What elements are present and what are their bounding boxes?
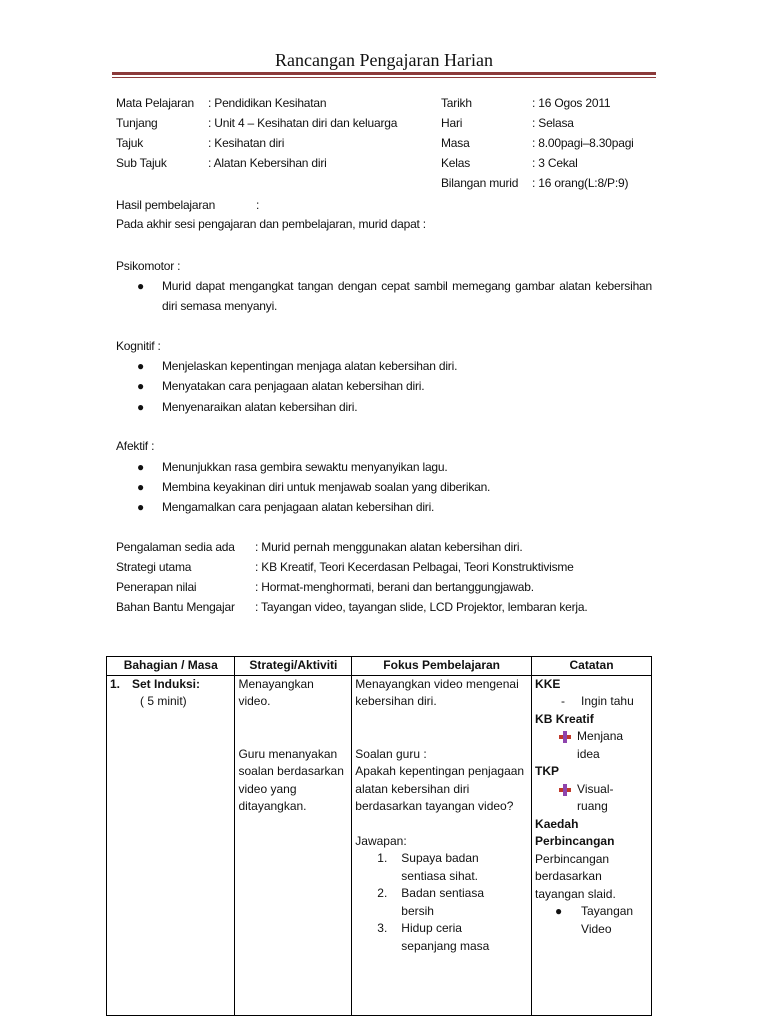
list-item: 1. Supaya badan sentiasa sihat. xyxy=(377,851,479,883)
table-row xyxy=(107,675,652,1015)
afektif-heading: Afektif : xyxy=(116,439,155,453)
info-value: : Alatan Kebersihan diri xyxy=(208,156,327,170)
cell-strategi xyxy=(235,675,352,1015)
kognitif-item: Menjelaskan kepentingan menjaga alatan kebersihan diri. xyxy=(162,359,458,373)
bullet-icon: ● xyxy=(137,480,145,494)
bullet-icon: ● xyxy=(137,279,145,293)
extra-value: : Tayangan video, tayangan slide, LCD Projektor, lembaran kerja. xyxy=(255,600,588,614)
hasil-colon: : xyxy=(256,198,260,212)
info-value: : 16 orang(L:8/P:9) xyxy=(532,176,629,190)
catatan-kb-item: Menjana idea xyxy=(577,729,624,761)
catatan-kaedah-text: Perbincangan berdasarkan tayangan slaid. xyxy=(535,851,616,901)
info-value: : Unit 4 – Kesihatan diri dan keluarga xyxy=(208,116,398,130)
title-rule-thick xyxy=(112,72,656,75)
info-label: Hari xyxy=(441,116,463,130)
header-fokus: Fokus Pembelajaran xyxy=(352,657,532,676)
extra-value: : KB Kreatif, Teori Kecerdasan Pelbagai, Teori Konstruktivisme xyxy=(255,560,574,574)
kognitif-item: Menyatakan cara penjagaan alatan kebersihan diri. xyxy=(162,379,425,393)
afektif-item: Menunjukkan rasa gembira sewaktu menyanyikan lagu. xyxy=(162,460,448,474)
info-value: : 8.00pagi–8.30pagi xyxy=(532,136,634,150)
list-item: 2. Badan sentiasa bersih xyxy=(377,886,485,918)
bullet-icon: ● xyxy=(137,460,145,474)
catatan-kaedah-item: Tayangan Video xyxy=(581,904,634,936)
info-label: Tajuk xyxy=(116,136,144,150)
afektif-item: Membina keyakinan diri untuk menjawab soalan yang diberikan. xyxy=(162,480,491,494)
bullet-icon: ● xyxy=(137,379,145,393)
kognitif-heading: Kognitif : xyxy=(116,339,161,353)
arrow-bullet-icon xyxy=(559,784,571,796)
info-label: Sub Tajuk xyxy=(116,156,167,170)
title-rule-thin xyxy=(112,77,656,78)
info-value: : Kesihatan diri xyxy=(208,136,285,150)
catatan-kaedah: Kaedah Perbincangan xyxy=(535,816,615,848)
section-number: 1. xyxy=(110,676,121,691)
extra-value: : Murid pernah menggunakan alatan kebersihan diri. xyxy=(255,540,523,554)
catatan-tkp: TKP xyxy=(535,764,560,778)
info-label: Tunjang xyxy=(116,116,158,130)
cell-fokus xyxy=(352,675,532,1015)
lesson-plan-table xyxy=(106,656,652,1016)
info-label: Tarikh xyxy=(441,96,472,110)
header-catatan: Catatan xyxy=(532,657,652,676)
section-title: Set Induksi: xyxy=(132,676,201,691)
fokus-soalan: Apakah kepentingan penjagaan alatan kebersihan diri berdasarkan tayangan video? xyxy=(355,764,525,813)
info-value: : Pendidikan Kesihatan xyxy=(208,96,327,110)
info-label: Bilangan murid xyxy=(441,176,519,190)
info-label: Masa xyxy=(441,136,470,150)
extra-label: Penerapan nilai xyxy=(116,580,197,594)
cell-catatan xyxy=(532,675,652,1015)
psikomotor-heading: Psikomotor : xyxy=(116,259,181,273)
strategi-text: Guru menanyakan soalan berdasarkan video yang ditayangkan. xyxy=(238,746,344,813)
arrow-bullet-icon xyxy=(559,731,571,743)
extra-label: Pengalaman sedia ada xyxy=(116,540,235,554)
header-bahagian: Bahagian / Masa xyxy=(107,657,235,676)
list-item: 3. Hidup ceria sepanjang masa xyxy=(377,921,490,953)
bullet-icon: ● xyxy=(137,400,145,414)
header-strategi: Strategi/Aktiviti xyxy=(235,657,352,676)
fokus-soalan-label: Soalan guru : xyxy=(355,746,427,761)
info-label: Kelas xyxy=(441,156,471,170)
bullet-icon: ● xyxy=(137,500,145,514)
catatan-tkp-item: Visual-ruang xyxy=(577,781,614,813)
extra-label: Strategi utama xyxy=(116,560,192,574)
hasil-label: Hasil pembelajaran xyxy=(116,198,216,212)
info-label: Mata Pelajaran xyxy=(116,96,194,110)
section-time: ( 5 minit) xyxy=(140,694,187,708)
dash-icon: - xyxy=(561,694,566,708)
fokus-jawapan-label: Jawapan: xyxy=(355,833,407,848)
psikomotor-item: Murid dapat mengangkat tangan dengan cepat sambil memegang gambar alatan kebersihan diri semasa menyanyi. xyxy=(162,279,652,313)
extra-value: : Hormat-menghormati, berani dan bertanggungjawab. xyxy=(255,580,534,594)
info-value: : Selasa xyxy=(532,116,574,130)
hasil-intro: Pada akhir sesi pengajaran dan pembelajaran, murid dapat : xyxy=(116,217,426,231)
bullet-icon: ● xyxy=(555,904,563,918)
catatan-kb: KB Kreatif xyxy=(535,711,594,726)
info-value: : 3 Cekal xyxy=(532,156,578,170)
afektif-item: Mengamalkan cara penjagaan alatan kebersihan diri. xyxy=(162,500,435,514)
info-value: : 16 Ogos 2011 xyxy=(532,96,611,110)
catatan-kke-item: Ingin tahu xyxy=(581,694,634,708)
cell-bahagian xyxy=(107,675,235,1015)
extra-label: Bahan Bantu Mengajar xyxy=(116,600,235,614)
fokus-text: Menayangkan video mengenai kebersihan diri. xyxy=(355,676,519,708)
page-title: Rancangan Pengajaran Harian xyxy=(275,50,493,70)
strategi-text: Menayangkan video. xyxy=(238,676,314,708)
kognitif-item: Menyenaraikan alatan kebersihan diri. xyxy=(162,400,358,414)
bullet-icon: ● xyxy=(137,359,145,373)
catatan-kke: KKE xyxy=(535,676,561,691)
table-header-row xyxy=(107,657,652,676)
